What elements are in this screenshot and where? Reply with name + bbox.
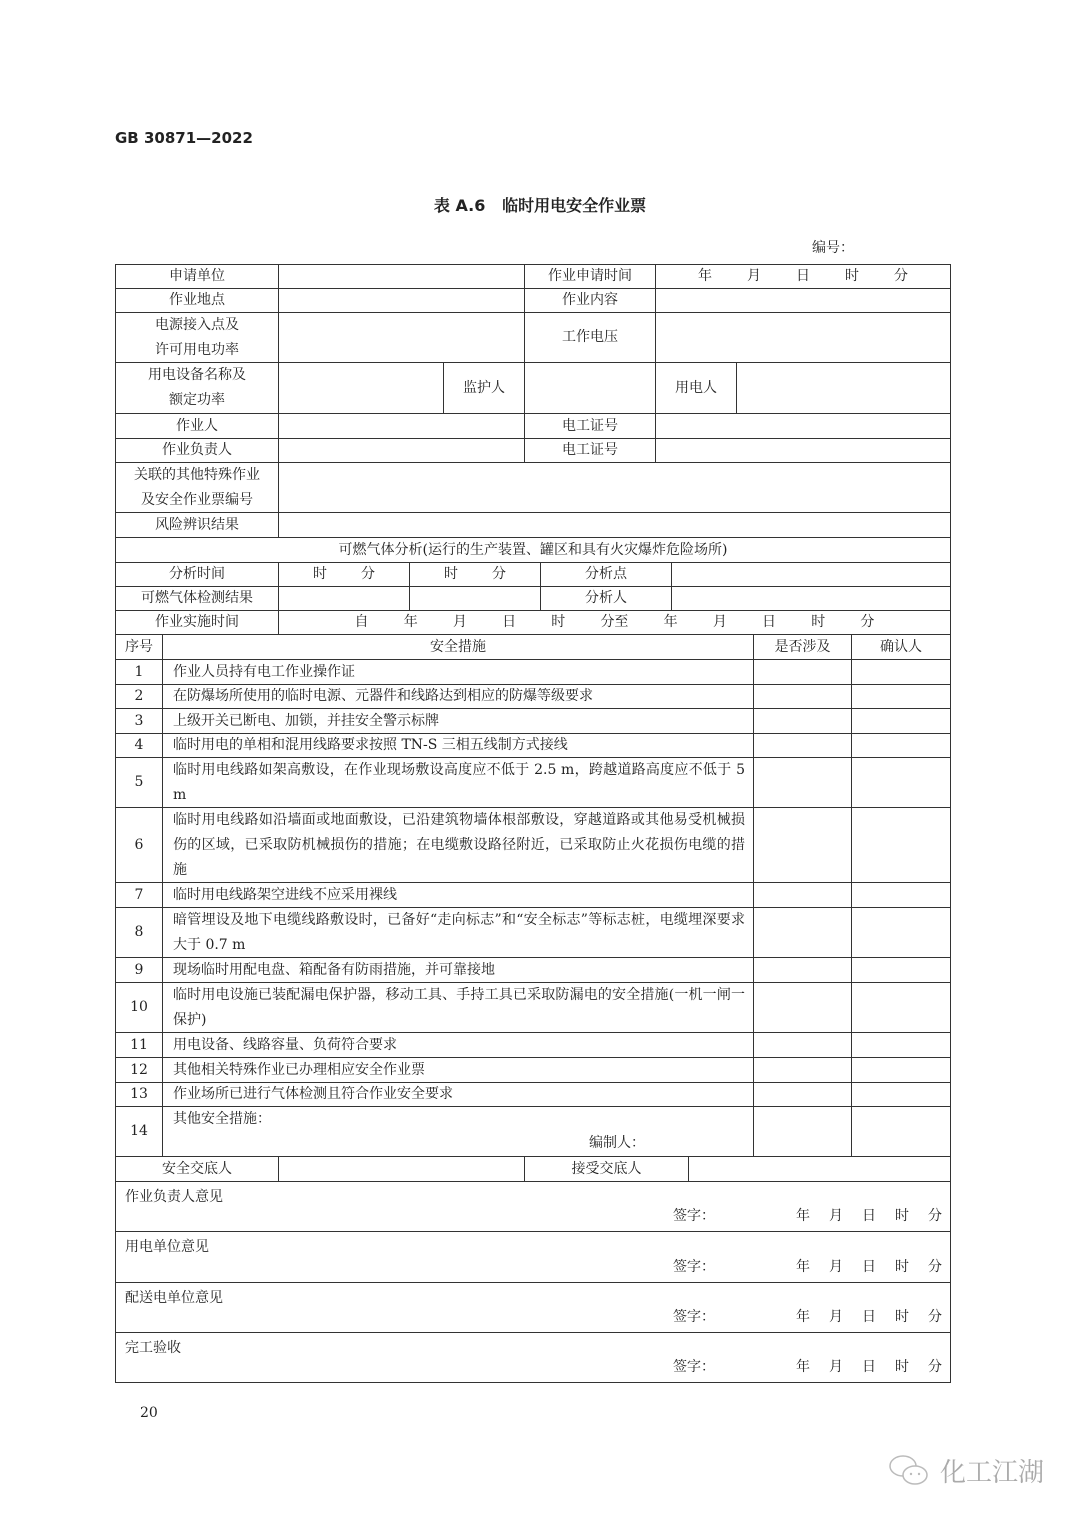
time-token: 时	[444, 566, 458, 582]
time-token: 日	[796, 268, 810, 284]
involved-cell[interactable]	[753, 708, 852, 734]
time-token: 日	[862, 1259, 876, 1275]
confirm-cell[interactable]	[851, 684, 951, 709]
wechat-icon	[888, 1453, 932, 1489]
measure-text-content: 临时用电线路如架高敷设，在作业现场敷设高度应不低于 2.5 m，跨越道路高度应不低于 5 m	[173, 761, 745, 803]
sign-time	[796, 1355, 942, 1380]
handover-giver-field[interactable]	[278, 1156, 525, 1182]
time-token: 年	[698, 268, 712, 284]
time-token: 日	[862, 1208, 876, 1224]
risk-field[interactable]	[278, 512, 951, 538]
watermark-text: 化工江湖	[940, 1458, 1045, 1488]
time-token: 月	[829, 1208, 843, 1224]
apply-unit-label: 申请单位	[115, 264, 279, 289]
time-token: 时	[895, 1309, 909, 1325]
time-token: 年	[796, 1208, 810, 1224]
equipment-field[interactable]	[278, 362, 444, 414]
time-token: 时	[811, 614, 826, 630]
confirm-cell[interactable]	[851, 733, 951, 758]
measure-text	[162, 1032, 754, 1058]
time-token: 时	[895, 1259, 909, 1275]
guardian-label: 监护人	[443, 362, 525, 414]
handover-receiver-label: 接受交底人	[524, 1156, 689, 1182]
confirm-cell[interactable]	[851, 957, 951, 983]
label-line: 及安全作业票编号	[141, 491, 253, 508]
cert2-label: 电工证号	[524, 438, 656, 463]
gas-result-2[interactable]	[409, 586, 541, 611]
power-point-field[interactable]	[278, 312, 525, 363]
voltage-label: 工作电压	[524, 312, 656, 363]
time-token: 日	[762, 614, 776, 630]
measure-seq: 2	[115, 684, 163, 709]
measure-text	[162, 807, 754, 883]
label-line: 关联的其他特殊作业	[134, 466, 260, 483]
time-token: 时	[845, 268, 859, 284]
label-line: 用电设备名称及	[148, 367, 246, 383]
confirm-cell[interactable]	[851, 1032, 951, 1058]
measure-seq: 6	[115, 807, 163, 883]
col-involved-header: 是否涉及	[753, 634, 852, 660]
time-token: 年	[796, 1359, 810, 1375]
measure-text	[162, 982, 754, 1033]
involved-cell[interactable]	[753, 733, 852, 758]
col-seq-header: 序号	[115, 634, 163, 660]
confirm-cell[interactable]	[851, 882, 951, 908]
confirm-cell[interactable]	[851, 659, 951, 685]
confirm-cell[interactable]	[851, 1082, 951, 1107]
opinion-label: 完工验收	[125, 1340, 181, 1356]
related-field[interactable]	[278, 462, 951, 513]
measure-seq: 3	[115, 708, 163, 734]
measure-text-content: 临时用电线路架空进线不应采用裸线	[173, 886, 397, 903]
author-label: 编制人：	[589, 1135, 645, 1151]
worker-field[interactable]	[278, 413, 525, 439]
opinion-row[interactable]	[115, 1231, 951, 1283]
watermark	[888, 1452, 1044, 1489]
sign-label: 签字：	[673, 1208, 715, 1224]
location-field[interactable]	[278, 288, 525, 313]
time-tokens	[313, 562, 375, 587]
time-token: 时	[313, 566, 327, 582]
exec-time-label: 作业实施时间	[115, 610, 279, 635]
cert1-label: 电工证号	[524, 413, 656, 439]
measure-text	[162, 659, 754, 685]
related-label	[115, 462, 279, 513]
guardian-field[interactable]	[524, 362, 656, 414]
confirm-cell[interactable]	[851, 708, 951, 734]
involved-cell[interactable]	[753, 684, 852, 709]
opinion-label: 配送电单位意见	[125, 1290, 223, 1306]
measure-text-content: 其他安全措施：	[173, 1111, 271, 1127]
measure-text-content: 作业场所已进行气体检测且符合作业安全要求	[173, 1086, 453, 1102]
time-token: 分至	[600, 614, 629, 630]
measure-text-content: 在防爆场所使用的临时电源、元器件和线路达到相应的防爆等级要求	[173, 688, 593, 704]
handover-receiver-field[interactable]	[688, 1156, 951, 1182]
user-field[interactable]	[736, 362, 951, 414]
content-field[interactable]	[655, 288, 951, 313]
confirm-cell[interactable]	[851, 807, 951, 883]
involved-cell[interactable]	[753, 882, 852, 908]
analysis-time-2[interactable]	[409, 562, 541, 587]
time-token: 分	[928, 1309, 942, 1325]
involved-cell[interactable]	[753, 982, 852, 1033]
time-token: 分	[928, 1259, 942, 1275]
time-token: 分	[928, 1208, 942, 1224]
cert2-field[interactable]	[655, 438, 951, 463]
time-token: 日	[502, 614, 517, 630]
involved-cell[interactable]	[753, 1082, 852, 1107]
measure-text	[162, 684, 754, 709]
measure-seq: 13	[115, 1082, 163, 1107]
analysis-time-label: 分析时间	[115, 562, 279, 587]
risk-label: 风险辨识结果	[115, 512, 279, 538]
time-tokens	[698, 264, 908, 289]
voltage-field[interactable]	[655, 312, 951, 363]
involved-cell[interactable]	[753, 1057, 852, 1083]
opinion-row[interactable]	[115, 1181, 951, 1232]
opinion-label: 作业负责人意见	[125, 1189, 223, 1205]
time-tokens	[355, 610, 875, 635]
time-token: 年	[796, 1309, 810, 1325]
measure-text	[162, 1057, 754, 1083]
confirm-cell[interactable]	[851, 757, 951, 808]
gas-result-1[interactable]	[278, 586, 410, 611]
measure-text	[162, 708, 754, 734]
time-token: 年	[403, 614, 418, 630]
time-token: 月	[712, 614, 727, 630]
standard-number: GB 30871—2022	[115, 129, 253, 147]
analyst-label: 分析人	[540, 586, 672, 611]
time-token: 分	[492, 566, 506, 582]
involved-cell[interactable]	[753, 659, 852, 685]
time-token: 分	[894, 268, 908, 284]
time-token: 自	[354, 614, 369, 630]
measure-text-content: 临时用电线路如沿墙面或地面敷设，已沿建筑物墙体根部敷设，穿越道路或其他易受机械损伤的区域，已采取防机械损伤的措施；在电缆敷设路径附近，已采取防止火花损伤电缆的措施	[173, 811, 745, 878]
col-confirm-header: 确认人	[851, 634, 951, 660]
user-label: 用电人	[655, 362, 737, 414]
analyst-field[interactable]	[671, 586, 951, 611]
opinion-label: 用电单位意见	[125, 1239, 209, 1255]
label-line: 电源接入点及	[155, 316, 239, 333]
sign-time	[796, 1255, 942, 1280]
measure-seq: 8	[115, 907, 163, 958]
measure-text	[162, 1106, 754, 1157]
power-point-label	[115, 312, 279, 363]
measure-text	[162, 1082, 754, 1107]
measure-seq: 5	[115, 757, 163, 808]
analysis-time-1[interactable]	[278, 562, 410, 587]
measure-text	[162, 733, 754, 758]
involved-cell[interactable]	[753, 807, 852, 883]
time-token: 时	[895, 1359, 909, 1375]
time-token: 时	[895, 1208, 909, 1224]
measure-text-content: 临时用电的单相和混用线路要求按照 TN-S 三相五线制方式接线	[173, 737, 568, 753]
measure-text	[162, 882, 754, 908]
sign-time	[796, 1305, 942, 1330]
time-token: 时	[551, 614, 566, 630]
exec-time-field[interactable]	[278, 610, 951, 635]
analysis-point-label: 分析点	[540, 562, 672, 587]
measure-seq: 10	[115, 982, 163, 1033]
involved-cell[interactable]	[753, 1032, 852, 1058]
time-token: 分	[860, 614, 875, 630]
measure-seq: 1	[115, 659, 163, 685]
apply-unit-field[interactable]	[278, 264, 525, 289]
sign-label: 签字：	[673, 1309, 715, 1325]
gas-analysis-title: 可燃气体分析(运行的生产装置、罐区和具有火灾爆炸危险场所)	[115, 537, 951, 563]
sign-label: 签字：	[673, 1259, 715, 1275]
measure-text-content: 临时用电设施已装配漏电保护器，移动工具、手持工具已采取防漏电的安全措施(一机一闸一保护)	[173, 986, 745, 1028]
sign-time	[796, 1204, 942, 1229]
location-label: 作业地点	[115, 288, 279, 313]
time-token: 年	[663, 614, 678, 630]
opinion-row[interactable]	[115, 1282, 951, 1333]
time-token: 月	[829, 1259, 843, 1275]
involved-cell[interactable]	[753, 1106, 852, 1157]
measure-text-content: 用电设备、线路容量、负荷符合要求	[173, 1036, 397, 1053]
time-token: 分	[928, 1359, 942, 1375]
time-token: 年	[796, 1259, 810, 1275]
equipment-label	[115, 362, 279, 414]
measure-seq: 9	[115, 957, 163, 983]
cert1-field[interactable]	[655, 413, 951, 439]
measure-seq: 12	[115, 1057, 163, 1083]
page-number: 20	[140, 1405, 158, 1421]
opinion-row[interactable]	[115, 1332, 951, 1383]
number-label: 编号：	[812, 240, 854, 256]
time-token: 月	[829, 1309, 843, 1325]
form-title: 表 A.6 临时用电安全作业票	[433, 196, 647, 215]
worker-label: 作业人	[115, 413, 279, 439]
leader-label: 作业负责人	[115, 438, 279, 463]
measure-seq: 14	[115, 1106, 163, 1157]
measure-text-content: 其他相关特殊作业已办理相应安全作业票	[173, 1061, 425, 1078]
label-line: 许可用电功率	[155, 341, 239, 358]
time-token: 日	[862, 1309, 876, 1325]
time-token: 分	[361, 566, 375, 582]
apply-time-label: 作业申请时间	[524, 264, 656, 289]
confirm-cell[interactable]	[851, 907, 951, 958]
measure-text	[162, 757, 754, 808]
time-token: 月	[747, 268, 761, 284]
confirm-cell[interactable]	[851, 1057, 951, 1083]
time-tokens	[444, 562, 506, 587]
involved-cell[interactable]	[753, 757, 852, 808]
measure-seq: 7	[115, 882, 163, 908]
content-label: 作业内容	[524, 288, 656, 313]
apply-time-field[interactable]	[655, 264, 951, 289]
measure-seq: 4	[115, 733, 163, 758]
confirm-cell[interactable]	[851, 982, 951, 1033]
measure-text-content: 暗管埋设及地下电缆线路敷设时，已备好“走向标志”和“安全标志”等标志桩，电缆埋深要求大于 0.7 m	[173, 911, 745, 953]
col-measure-header: 安全措施	[162, 634, 754, 660]
sign-label: 签字：	[673, 1359, 715, 1375]
measure-text	[162, 957, 754, 983]
analysis-point-field[interactable]	[671, 562, 951, 587]
measure-seq: 11	[115, 1032, 163, 1058]
label-line: 额定功率	[169, 392, 225, 408]
confirm-cell[interactable]	[851, 1106, 951, 1157]
involved-cell[interactable]	[753, 907, 852, 958]
measure-text-content: 上级开关已断电、加锁，并挂安全警示标牌	[173, 712, 439, 729]
time-token: 月	[452, 614, 467, 630]
gas-result-label: 可燃气体检测结果	[115, 586, 279, 611]
leader-field[interactable]	[278, 438, 525, 463]
time-token: 月	[829, 1359, 843, 1375]
involved-cell[interactable]	[753, 957, 852, 983]
measure-text	[162, 907, 754, 958]
time-token: 日	[862, 1359, 876, 1375]
measure-text-content: 作业人员持有电工作业操作证	[173, 663, 355, 680]
measure-text-content: 现场临时用配电盘、箱配备有防雨措施，并可靠接地	[173, 961, 495, 978]
handover-giver-label: 安全交底人	[115, 1156, 279, 1182]
